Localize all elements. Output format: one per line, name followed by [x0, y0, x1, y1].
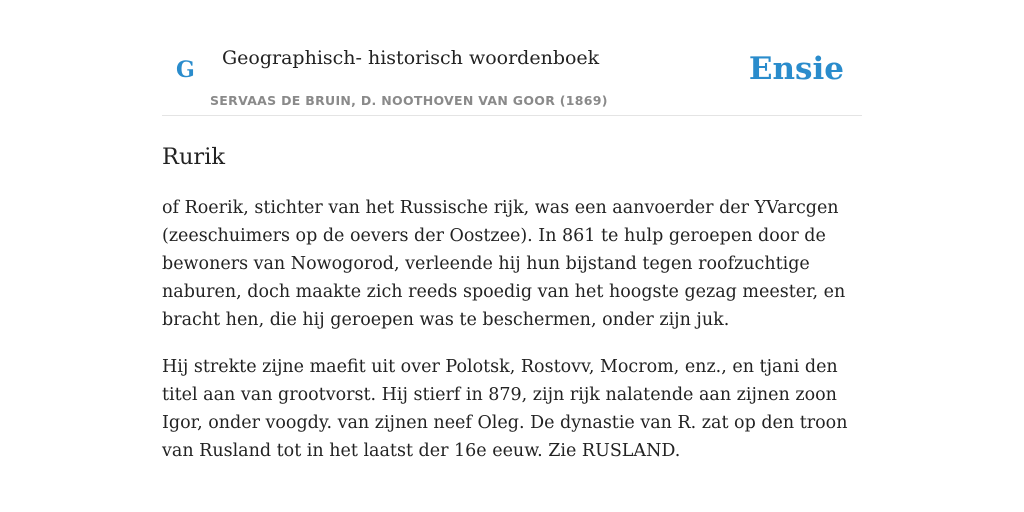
entry-paragraph-1: of Roerik, stichter van het Russische rijk, was een aanvoerder der YVarcgen (zeeschuimers op de oevers der Oostzee). In 861 te hulp geroepen door de bewoners van Nowogorod, verleende hij hun bijstand tegen roofzuchtige naburen, doch maakte zich reeds spoedig van het hoogste gezag meester, en bracht hen, die hij geroepen was te beschermen, onder zijn juk. [162, 198, 846, 330]
letter-index-link[interactable]: G [176, 57, 195, 83]
book-title-link[interactable]: Geographisch- historisch woordenboek [222, 47, 600, 69]
entry-paragraph-2: Hij strekte zijne maefit uit over Polotsk, Rostovv, Mocrom, enz., en tjani den titel aan van grootvorst. Hij stierf in 879, zijn rijk nalatende aan zijnen zoon Igor, onder voogdy. van zijnen neef Oleg. De dynastie van R. zat op den troon van Rusland tot in het laatst der 16e eeuw. Zie RUSLAND. [162, 357, 848, 461]
entry-title: Rurik [162, 144, 226, 170]
book-header [162, 0, 862, 116]
page [162, 0, 862, 465]
book-author: SERVAAS DE BRUIN, D. NOOTHOVEN VAN GOOR (1869) [210, 93, 608, 108]
ensie-logo-link[interactable]: Ensie [748, 51, 844, 87]
